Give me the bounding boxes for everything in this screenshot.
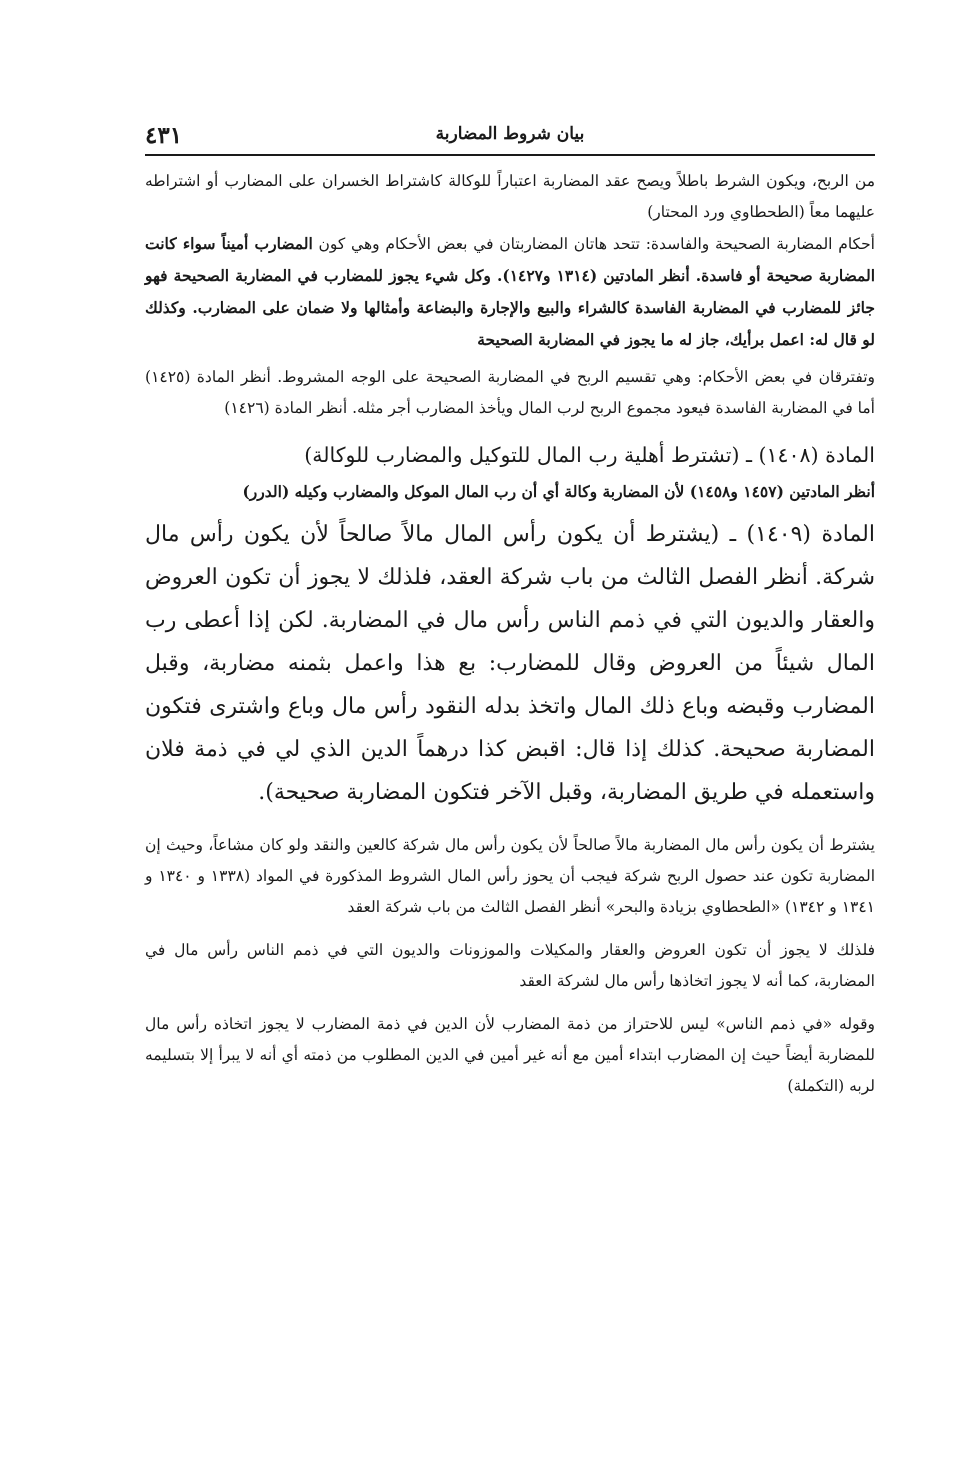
commentary-paragraph: فلذلك لا يجوز أن تكون العروض والعقار والمكيلات والموزونات والديون التي في ذمم الناس رأس مال في المضاربة، كما أنه لا يجوز اتخاذها رأس مال لشركة العقد [145,941,875,990]
commentary-section-2 [145,830,875,923]
commentary-paragraph: يشترط أن يكون رأس مال المضاربة مالاً صالحاً لأن يكون رأس مال شركة كالعين والنقد ولو كان مشاعاً، وحيث إن المضاربة تكون عند حصول الربح شركة فيجب أن يحوز رأس المال الشروط المذكورة في المواد (١٣٣٨ و ١٣٤٠ و ١٣٤١ و ١٣٤٢) «الطحطاوي بزيادة والبحر» أنظر الفصل الثالث من باب شركة العقد [145,836,876,916]
article-1408-title: المادة (١٤٠٨) ـ (تشترط أهلية رب المال للتوكيل والمضارب للوكالة) [304,443,875,467]
article-1408-note: أنظر المادتين (١٤٥٧ و١٤٥٨) لأن المضاربة وكالة أي أن رب المال الموكل والمضارب وكيله (الدرر) [242,482,875,501]
commentary-paragraph: وتفترقان في بعض الأحكام: وهي تقسيم الربح في المضاربة الصحيحة على الوجه المشروط. أنظر المادة (١٤٢٥) أما في المضاربة الفاسدة فيعود مجموع الربح لرب المال ويأخذ المضارب أجر مثله. أنظر المادة (١٤٢٦) [145,368,875,417]
commentary-paragraph: من الربح، ويكون الشرط باطلاً ويصح عقد المضاربة اعتباراً للوكالة كاشتراط الخسران على المضارب أو اشتراطه عليهما معاً (الطحطاوي ورد المحتار) [145,172,875,221]
commentary-paragraph: وقوله «في ذمم الناس» ليس للاحتراز من ذمة المضارب لأن الدين في ذمة المضارب لا يجوز اتخاذه رأس مال للمضاربة أيضاً حيث إن المضارب ابتداء أمين مع أنه غير أمين في الدين المطلوب من ذمته أي أنه لا يبرأ إلا بتسليمه لربه (التكملة) [145,1015,875,1095]
rulings-intro: أحكام المضاربة الصحيحة والفاسدة: تتحد هاتان المضاربتان في بعض الأحكام وهي كون [312,235,875,253]
commentary-paragraph-rulings [145,228,875,356]
commentary-section-4 [145,1009,875,1102]
article-1409-text: المادة (١٤٠٩) ـ (يشترط أن يكون رأس المال مالاً صالحاً لأن يكون رأس مال شركة. أنظر الفصل الثالث من باب شركة العقد، فلذلك لا يجوز أن تكون العروض والعقار والديون التي في ذمم الناس رأس مال في المضاربة. لكن إذا أعطى رب المال شيئاً من العروض وقال للمضارب: بع هذا واعمل بثمنه مضاربة، وقبل المضارب وقبضه وباع ذلك المال واتخذ بدله النقود رأس مال وباع واشترى فتكون المضاربة صحيحة. كذلك إذا قال: اقبض كذا درهماً الدين الذي لي في ذمة فلان واستعمله في طريق المضاربة، وقبل الآخر فتكون المضاربة صحيحة). [145,522,875,805]
page-header [145,118,875,156]
page-number: ٤٣١ [145,122,183,149]
running-title: بيان شروط المضاربة [435,124,585,144]
book-page [145,118,875,1102]
rulings-bold-text: المضارب أميناً سواء كانت المضاربة صحيحة أو فاسدة. أنظر المادتين (١٣١٤ و١٤٢٧). وكل شيء يجوز للمضارب في المضاربة الصحيحة فهو جائز للمضارب في المضاربة الفاسدة كالشراء والبيع والإجارة والبضاعة وأمثالها ولا ضمان على المضارب. وكذلك لو قال له: اعمل برأيك، جاز له ما يجوز في المضاربة الصحيحة [145,234,875,349]
commentary-section-1 [145,166,875,424]
commentary-section-3 [145,935,875,997]
